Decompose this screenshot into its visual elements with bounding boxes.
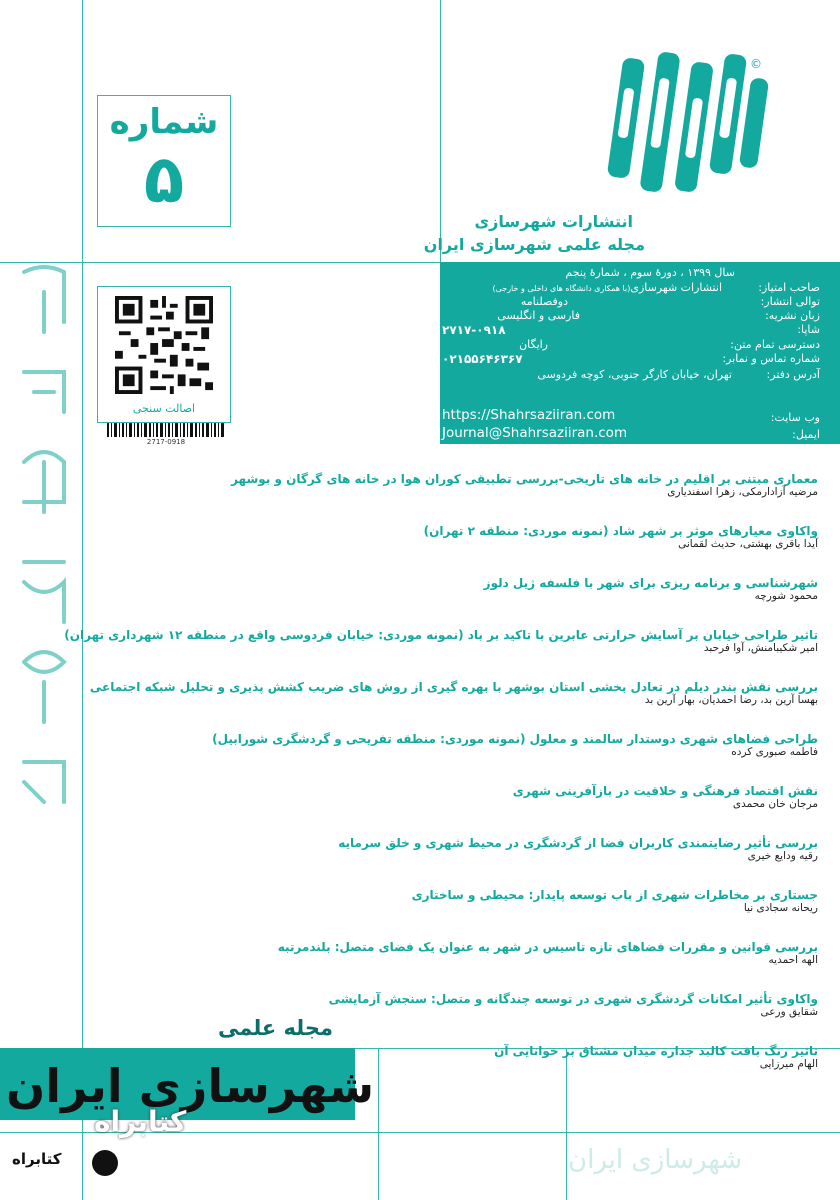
article-title[interactable]: نقش اقتصاد فرهنگی و خلاقیت در بازآفرینی شهری <box>512 784 818 798</box>
issue-box <box>97 95 231 227</box>
list-item[interactable] <box>98 732 818 759</box>
owner-value: انتشارات شهرسازی(با همکاری دانشگاه های داخلی و خارجی) <box>492 281 722 294</box>
corner-journal-title: شهرسازی ایران <box>568 1145 743 1175</box>
grid-line <box>440 0 441 262</box>
phone-value: ۰۲۱۵۵۶۴۶۳۶۷ <box>442 352 523 366</box>
journal-name: مجله علمی شهرسازی ایران <box>423 235 645 254</box>
access-label: دسترسی تمام متن: <box>730 338 820 351</box>
email-link[interactable]: Journal@Shahrsaziiran.com <box>442 425 628 441</box>
article-authors: امیر شکیبامنش، آوا فرحبد <box>703 642 818 654</box>
publisher-logo <box>605 48 775 208</box>
list-item[interactable] <box>98 940 818 967</box>
store-logo-icon <box>92 1150 118 1176</box>
barcode-number: 2717-0918 <box>146 438 186 446</box>
article-authors: فاطمه صبوری کرده <box>731 746 818 758</box>
article-authors: مرجان خان محمدی <box>732 798 818 810</box>
phone-label: شماره تماس و نمابر: <box>722 352 820 365</box>
article-authors: شقایق ورعی <box>760 1006 818 1018</box>
list-item[interactable] <box>98 472 818 499</box>
copyright-mark: © <box>750 57 762 71</box>
list-item[interactable] <box>64 628 818 655</box>
owner-label: صاحب امتیاز: <box>758 281 820 294</box>
article-authors: رقیه ودایع خیری <box>747 850 818 862</box>
store-watermark: کتابراه <box>94 1105 187 1138</box>
publisher-name: انتشارات شهرسازی <box>474 212 633 231</box>
website-label: وب سایت: <box>770 411 820 424</box>
article-title[interactable]: واکاوی معیارهای موثر بر شهر شاد (نمونه موردی: منطقه ۲ تهران) <box>423 524 818 538</box>
website-link[interactable]: https://Shahrsaziiran.com <box>442 407 616 423</box>
bottom-journal-label: مجله علمی <box>218 1016 333 1040</box>
article-title[interactable]: بررسی نقش بندر دیلم در تعادل بخشی استان بوشهر با بهره گیری از روش های ضریب کشش پذیری و تحلیل شبکه اجتماعی <box>89 680 818 694</box>
article-title[interactable]: شهرشناسی و برنامه ریزی برای شهر با فلسفه ژیل دلوز <box>483 576 818 590</box>
article-authors: محمود شورچه <box>754 590 818 602</box>
article-title[interactable]: بررسی تأثیر رضایتمندی کاربران فضا از گردشگری در محیط شهری و خلق سرمایه <box>338 836 818 850</box>
article-authors: آیدا باقری بهشتی، حدیث لقمانی <box>678 538 818 550</box>
language-value: فارسی و انگلیسی <box>497 309 580 322</box>
article-title[interactable]: تاثیر طراحی خیابان بر آسایش حرارتی عابرین با تاکید بر باد (نمونه موردی: خیابان فردوسی واقع در منطقه ۱۲ شهرداری تهران) <box>64 628 818 642</box>
list-item[interactable] <box>98 836 818 863</box>
article-title[interactable]: طراحی فضاهای شهری دوستدار سالمند و معلول (نمونه موردی: منطقه تفریحی و گردشگری شورابیل) <box>212 732 818 746</box>
year-line: سال ۱۳۹۹ ، دورهٔ سوم ، شمارهٔ پنجم <box>565 266 735 279</box>
article-authors: مرضیه آزادارمکی، زهرا اسفندیاری <box>667 486 818 498</box>
article-title[interactable]: جستاری بر مخاطرات شهری از باب توسعه پایدار: محیطی و ساختاری <box>411 888 818 902</box>
frequency-label: توالی انتشار: <box>760 295 820 308</box>
barcode-icon <box>107 423 225 437</box>
list-item[interactable] <box>98 888 818 915</box>
address-value: تهران، خیابان کارگر جنوبی، کوچه فردوسی <box>537 368 732 381</box>
access-value: رایگان <box>519 338 548 351</box>
article-authors: الهه احمدیه <box>768 954 818 966</box>
list-item[interactable] <box>98 992 818 1019</box>
side-vertical-title <box>14 262 74 822</box>
article-title[interactable]: معماری مبتنی بر اقلیم در خانه های تاریخی-بررسی تطبیقی کوران هوا در خانه های گرگان و بوشهر <box>231 472 818 486</box>
qr-code-icon[interactable] <box>115 296 213 394</box>
list-item[interactable] <box>89 680 818 707</box>
language-label: زبان نشریه: <box>765 309 820 322</box>
frequency-value: دوفصلنامه <box>520 295 568 308</box>
article-title[interactable]: واکاوی تأثیر امکانات گردشگری شهری در توسعه چندگانه و متصل: سنجش آزمایشی <box>328 992 818 1006</box>
journal-info-panel <box>440 262 840 444</box>
address-label: آدرس دفتر: <box>766 368 820 381</box>
list-item[interactable] <box>98 524 818 551</box>
article-authors: الهام میرزایی <box>759 1058 818 1070</box>
issue-number: ۵ <box>143 141 185 218</box>
article-list <box>64 472 818 1096</box>
verification-qr-box[interactable] <box>97 286 231 423</box>
article-title[interactable]: بررسی قوانین و مقررات فضاهای تازه تاسیس در شهر به عنوان یک فضای متصل: بلندمرتبه <box>277 940 818 954</box>
issue-label: شماره <box>109 102 219 142</box>
bottom-journal-title: شهرسازی ایران <box>6 1059 375 1113</box>
store-name: کتابراه <box>12 1150 62 1168</box>
article-authors: بهسا آرین بد، رضا احمدیان، بهار آرین بد <box>644 694 818 706</box>
grid-line <box>82 0 83 1200</box>
article-authors: ریحانه سجادی نیا <box>743 902 818 914</box>
verification-label: اصالت سنجی <box>132 402 196 415</box>
issn-value: ۲۷۱۷-۰۹۱۸ <box>442 323 506 337</box>
list-item[interactable] <box>98 576 818 603</box>
article-title[interactable]: تاثیر رنگ بافت کالبد جداره میدان مشتاق بر خوانایی آن <box>494 1044 818 1058</box>
email-label: ایمیل: <box>792 428 820 441</box>
list-item[interactable] <box>98 784 818 811</box>
issn-label: شاپا: <box>797 323 820 336</box>
